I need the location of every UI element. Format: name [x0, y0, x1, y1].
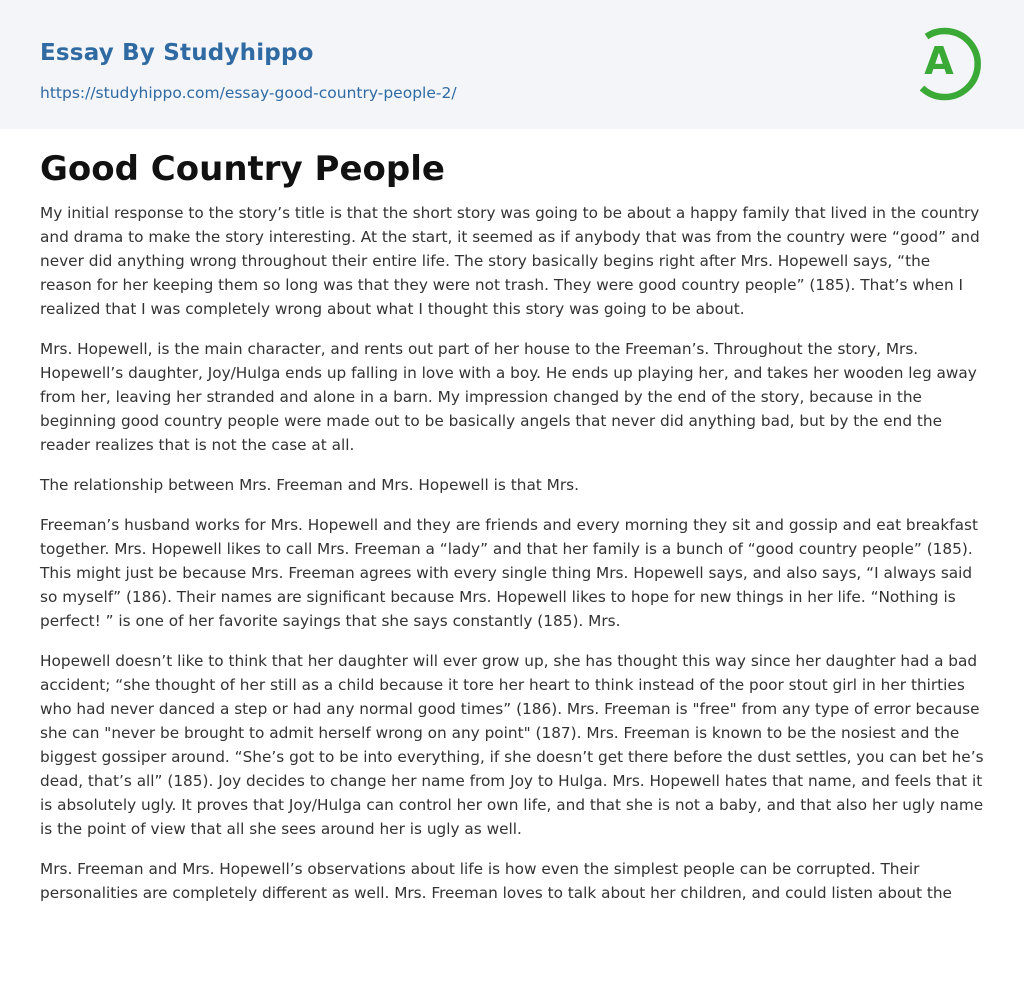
article	[0, 129, 1024, 905]
article-paragraph-3: The relationship between Mrs. Freeman and Mrs. Hopewell is that Mrs.	[40, 476, 579, 494]
svg-text:A: A	[924, 39, 954, 83]
studyhippo-logo-icon[interactable]	[912, 18, 988, 106]
article-paragraph-1: My initial response to the story’s title is that the short story was going to be about a happy family that lived in the country and drama to make the story interesting. At the start, it seemed as if anybody that was from the country were “good” and never did anything wrong throughout their entire life. The story basically begins right after Mrs. Hopewell says, “the reason for her keeping them so long was that they were not trash. They were good country people” (185). That’s when I realized that I was completely wrong about what I thought this story was going to be about.	[40, 204, 980, 318]
site-header	[0, 0, 1024, 129]
page-url-link[interactable]: https://studyhippo.com/essay-good-country-people-2/	[40, 84, 457, 102]
article-paragraph-5: Hopewell doesn’t like to think that her daughter will ever grow up, she has thought this way since her daughter had a bad accident; “she thought of her still as a child because it tore her heart to think instead of the poor stout girl in her thirties who had never danced a step or had any normal good times” (186). Mrs. Freeman is "free" from any type of error because she can "never be brought to admit herself wrong on any point" (187). Mrs. Freeman is known to be the nosiest and the biggest gossiper around. “She’s got to be into everything, if she doesn’t get there before the dust settles, you can bet he’s dead, that’s all” (185). Joy decides to change her name from Joy to Hulga. Mrs. Hopewell hates that name, and feels that it is absolutely ugly. It proves that Joy/Hulga can control her own life, and that she is not a baby, and that also her ugly name is the point of view that all she sees around her is ugly as well.	[40, 652, 984, 838]
site-brand[interactable]: Essay By Studyhippo	[40, 40, 314, 66]
article-paragraph-4: Freeman’s husband works for Mrs. Hopewell and they are friends and every morning they sit and gossip and eat breakfast together. Mrs. Hopewell likes to call Mrs. Freeman a “lady” and that her family is a bunch of “good country people” (185). This might just be because Mrs. Freeman agrees with every single thing Mrs. Hopewell says, and also says, “I always said so myself” (186). Their names are significant because Mrs. Hopewell likes to hope for new things in her life. “Nothing is perfect! ” is one of her favorite sayings that she says constantly (185). Mrs.	[40, 516, 978, 630]
article-paragraph-2: Mrs. Hopewell, is the main character, and rents out part of her house to the Freeman’s. Throughout the story, Mrs. Hopewell’s daughter, Joy/Hulga ends up falling in love with a boy. He ends up playing her, and takes her wooden leg away from her, leaving her stranded and alone in a barn. My impression changed by the end of the story, because in the beginning good country people were made out to be basically angels that never did anything bad, but by the end the reader realizes that is not the case at all.	[40, 340, 977, 454]
article-paragraph-6: Mrs. Freeman and Mrs. Hopewell’s observations about life is how even the simplest people can be corrupted. Their personalities are completely different as well. Mrs. Freeman loves to talk about her children, and could listen about the	[40, 860, 952, 902]
article-title: Good Country People	[40, 149, 445, 189]
